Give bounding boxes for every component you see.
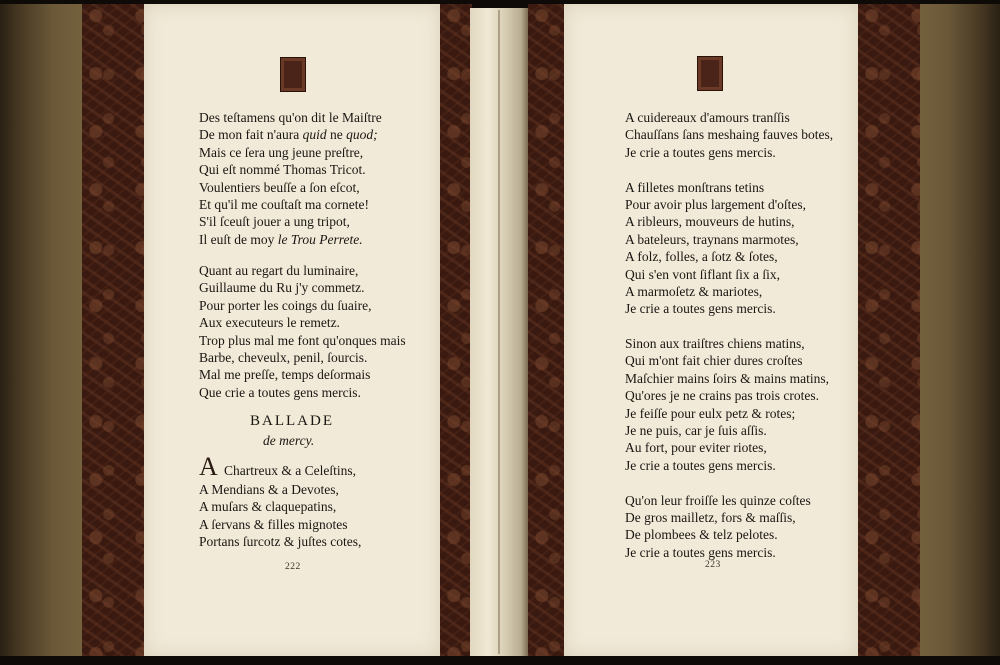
right-page-verses — [625, 109, 833, 561]
verse-line: Pour porter les coings du ſuaire, — [199, 297, 372, 313]
verse-line: Je feiſſe pour eulx petz & rotes; — [625, 405, 796, 421]
verse-line: Je crie a toutes gens mercis. — [625, 457, 776, 473]
verse-line: A muſars & claquepatins, — [199, 499, 337, 515]
verse-line: Portans ſurcotz & juſtes cotes, — [199, 534, 362, 550]
right-outer-floral-border — [858, 4, 920, 656]
verse-line: A marmoſetz & mariotes, — [625, 283, 763, 299]
verse-line: A cuidereaux d'amours tranſſis — [625, 110, 790, 125]
verse-line: Je crie a toutes gens mercis. — [625, 144, 776, 160]
verse-line: Guillaume du Ru j'y commetz. — [199, 280, 365, 296]
verse-line: Aux executeurs le remetz. — [199, 315, 340, 331]
verse-line: Des teſtamens qu'on dit le Maiſtre — [199, 110, 382, 125]
ballade-title: BALLADE — [250, 413, 334, 429]
verse-line: Qu'on leur froiſſe les quinze coſtes — [625, 492, 811, 508]
verse-line: Maſchier mains ſoirs & mains matins, — [625, 370, 829, 386]
verse-line: A folz, folles, a ſotz & ſotes, — [625, 249, 778, 265]
verse-line: De gros mailletz, fors & maſſis, — [625, 509, 796, 525]
verse-line: Chauſſans ſans meshaing fauves botes, — [625, 127, 834, 143]
verse-line: De mon fait n'aura quid ne quod; — [199, 127, 378, 143]
left-stanza-3 — [199, 481, 361, 551]
verse-line: Trop plus mal me font qu'onques mais — [199, 332, 406, 348]
left-outer-floral-border — [82, 4, 144, 656]
drop-cap: A — [199, 452, 218, 481]
left-page-edges — [0, 4, 88, 656]
stanza-break — [625, 318, 833, 335]
page-number-left: 222 — [285, 562, 301, 572]
left-ornament-icon — [280, 57, 306, 92]
left-stanza-1 — [199, 109, 382, 248]
left-stanza-2 — [199, 262, 406, 401]
verse-line: Je ne puis, car je ſuis aſſis. — [625, 423, 767, 439]
verse-line: Je crie a toutes gens mercis. — [625, 544, 776, 560]
ballade-subtitle: de mercy. — [263, 433, 315, 448]
book-gutter — [470, 8, 530, 656]
gutter-fold — [498, 10, 500, 654]
verse-line: Pour avoir plus largement d'oſtes, — [625, 196, 807, 212]
verse-line: A ribleurs, mouveurs de hutins, — [625, 214, 795, 230]
verse-line: Voulentiers beuſſe a ſon eſcot, — [199, 179, 360, 195]
verse-line: S'il ſceuſt jouer a ung tripot, — [199, 214, 350, 230]
page-number-right: 223 — [705, 560, 721, 570]
verse-line: Sinon aux traiſtres chiens matins, — [625, 336, 805, 352]
left-inner-floral-border — [440, 4, 472, 656]
verse-line: Je crie a toutes gens mercis. — [625, 301, 776, 317]
verse-line: Mal me preſſe, temps deſormais — [199, 367, 371, 383]
verse-line: A filletes monſtrans tetins — [625, 179, 765, 195]
verse-line: Quant au regart du luminaire, — [199, 263, 359, 278]
verse-line: Et qu'il me couſtaſt ma cornete! — [199, 196, 369, 212]
verse-line: A bateleurs, traynans marmotes, — [625, 231, 799, 247]
verse-line: Qui s'en vont ſiflant ſix a ſix, — [625, 266, 781, 282]
verse-line: Il euſt de moy le Trou Perrete. — [199, 231, 363, 247]
stanza-break — [625, 474, 833, 491]
verse-line: Barbe, cheveulx, penil, ſourcis. — [199, 349, 368, 365]
right-page-edges — [912, 4, 1000, 656]
verse-line: Au fort, pour eviter riotes, — [625, 440, 767, 456]
stanza-break — [625, 161, 833, 178]
verse-line: Que crie a toutes gens mercis. — [199, 384, 361, 400]
right-ornament-icon — [697, 56, 723, 91]
right-inner-floral-border — [528, 4, 564, 656]
verse-line: De plombees & telz pelotes. — [625, 527, 778, 543]
verse-line: Qui eſt nommé Thomas Tricot. — [199, 162, 366, 178]
verse-line: Qu'ores je ne crains pas trois crotes. — [625, 388, 819, 404]
verse-line: A Mendians & a Devotes, — [199, 482, 339, 497]
verse-line: A ſervans & filles mignotes — [199, 516, 348, 532]
verse-line: Qui m'ont fait chier dures croſtes — [625, 353, 803, 369]
verse-line: Mais ce ſera ung jeune preſtre, — [199, 144, 364, 160]
verse-line: Chartreux & a Celeſtins, — [224, 463, 356, 478]
